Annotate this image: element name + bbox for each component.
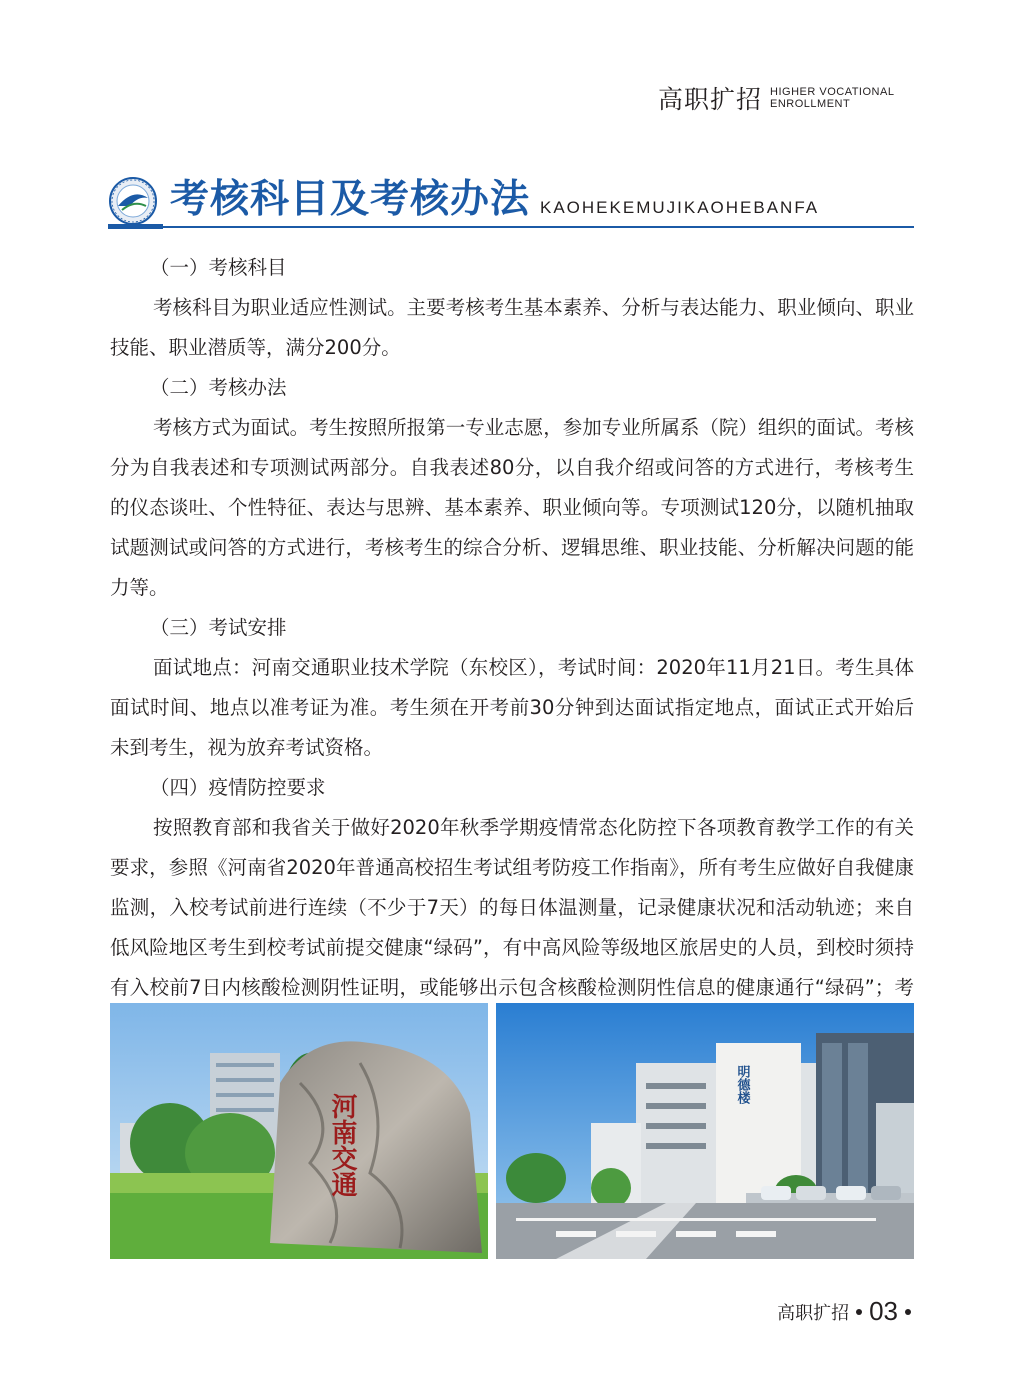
subsection-heading: （一）考核科目 [150,256,287,279]
building-sign: 明德楼 [734,1065,750,1104]
corner-header-title: 高职扩招 [658,85,763,114]
paragraph: 考核方式为面试。考生按照所报第一专业志愿，参加专业所属系（院）组织的面试。考核分为自我表述和专项测试两部分。自我表述80分，以自我介绍或问答的方式进行，考核考生的仪态谈吐、个性特征、表达与思辨、基本素养、职业倾向等。专项测试120分，以随机抽取试题测试或问答的方式进行，考核考生的综合分析、逻辑思维、职业技能、分析解决问题的能力等。 [110,416,914,599]
paragraph: 考核科目为职业适应性测试。主要考核考生基本素养、分析与表达能力、职业倾向、职业技能、职业潜质等，满分200分。 [110,296,914,359]
paragraph: 按照教育部和我省关于做好2020年秋季学期疫情常态化防控下各项教育教学工作的有关要求，参照《河南省2020年普通高校招生考试组考防疫工作指南》，所有考生应做好自我健康监测，入校考试前进行连续（不少于7天）的每日体温测量，记录健康状况和活动轨迹；来自低风险地区考生到校考试前提交健康“绿码”，有中高风险等级地区旅居史的人员，到校时须持有入校前7日内核酸检测阴性证明，或能够出示包含核酸检测阴性信息的健康通行“绿码”；考 [110,816,914,999]
corner-header-english [770,86,894,110]
school-logo-icon [108,176,158,226]
title-underline [108,226,914,228]
article-body [110,248,914,1048]
title-underline-accent [108,224,163,229]
section-title: 考核科目及考核办法 [170,177,531,222]
corner-header [658,80,894,116]
bullet-icon [905,1309,911,1315]
stone-inscription: 河南交通 [327,1093,357,1197]
section-heading [108,168,914,230]
subsection-heading: （二）考核办法 [150,376,287,399]
corner-header-english-line2: ENROLLMENT [770,98,851,110]
campus-stone-photo [110,1003,488,1259]
campus-building-photo [496,1003,914,1259]
bullet-icon [856,1309,862,1315]
page-number: 03 [869,1296,898,1326]
section-title-english: KAOHEKEMUJIKAOHEBANFA [540,198,820,217]
footer-label: 高职扩招 [777,1302,850,1324]
photo-strip [110,1003,914,1259]
corner-header-english-line1: HIGHER VOCATIONAL [770,86,895,98]
subsection-heading: （四）疫情防控要求 [150,776,326,799]
paragraph: 面试地点：河南交通职业技术学院（东校区），考试时间：2020年11月21日。考生具体面试时间、地点以准考证为准。考生须在开考前30分钟到达面试指定地点，面试正式开始后未到考生，视为放弃考试资格。 [110,656,914,759]
page-footer [777,1296,918,1327]
subsection-heading: （三）考试安排 [150,616,287,639]
